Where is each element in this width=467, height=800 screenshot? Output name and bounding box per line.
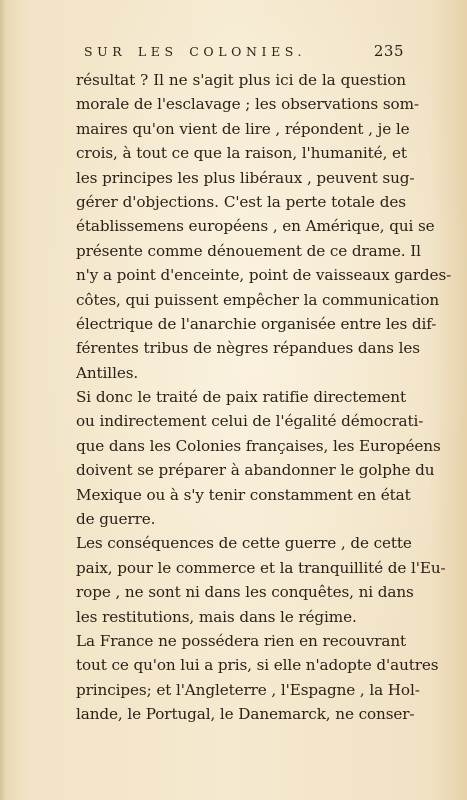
- page-gutter-shadow: [0, 0, 6, 800]
- paragraph: [76, 531, 446, 629]
- paragraph: [76, 68, 452, 385]
- text-line: Mexique ou à s'y tenir constamment en état: [76, 485, 411, 504]
- text-line: lande, le Portugal, le Danemarck, ne conser-: [76, 705, 415, 724]
- text-line: ou indirectement celui de l'égalité démocrati-: [76, 412, 424, 431]
- text-line: maires qu'on vient de lire , répondent , je le: [76, 119, 410, 138]
- text-line: de guerre.: [76, 510, 156, 529]
- text-line: établissemens européens , en Amérique, qui se: [76, 217, 435, 236]
- text-line: crois, à tout ce que la raison, l'humanité, et: [76, 144, 407, 163]
- text-line: présente comme dénouement de ce drame. Il: [76, 241, 421, 260]
- text-line: n'y a point d'enceinte, point de vaisseaux gardes-: [76, 266, 452, 285]
- text-line: les principes les plus libéraux , peuvent sug-: [76, 168, 415, 187]
- text-line: morale de l'esclavage ; les observations som-: [76, 95, 419, 114]
- paragraph: [76, 629, 439, 727]
- text-line: férentes tribus de nègres répandues dans les: [76, 339, 420, 358]
- text-line: rope , ne sont ni dans les conquêtes, ni dans: [76, 583, 414, 602]
- body-text: [76, 68, 452, 727]
- text-line: gérer d'objections. C'est la perte totale des: [76, 192, 406, 211]
- paragraph: [76, 385, 441, 531]
- running-title: SUR LES COLONIES.: [84, 44, 307, 59]
- text-line: résultat ? Il ne s'agit plus ici de la question: [76, 71, 406, 89]
- text-line: que dans les Colonies françaises, les Européens: [76, 436, 441, 455]
- text-line: La France ne possédera rien en recouvrant: [76, 631, 406, 650]
- text-line: paix, pour le commerce et la tranquillité de l'Eu-: [76, 558, 446, 577]
- page-number: 235: [373, 42, 404, 60]
- text-line: tout ce qu'on lui a pris, si elle n'adopte d'autres: [76, 656, 439, 675]
- text-line: Si donc le traité de paix ratifie directement: [76, 388, 406, 407]
- text-line: les restitutions, mais dans le régime.: [76, 607, 357, 626]
- text-line: doivent se préparer à abandonner le golphe du: [76, 461, 435, 480]
- running-head: [84, 44, 404, 64]
- text-line: Antilles.: [76, 363, 139, 382]
- text-line: électrique de l'anarchie organisée entre les dif-: [76, 314, 437, 333]
- text-line: côtes, qui puissent empêcher la communication: [76, 290, 440, 309]
- text-line: principes; et l'Angleterre , l'Espagne , la Hol-: [76, 680, 420, 699]
- text-line: Les conséquences de cette guerre , de cette: [76, 534, 412, 553]
